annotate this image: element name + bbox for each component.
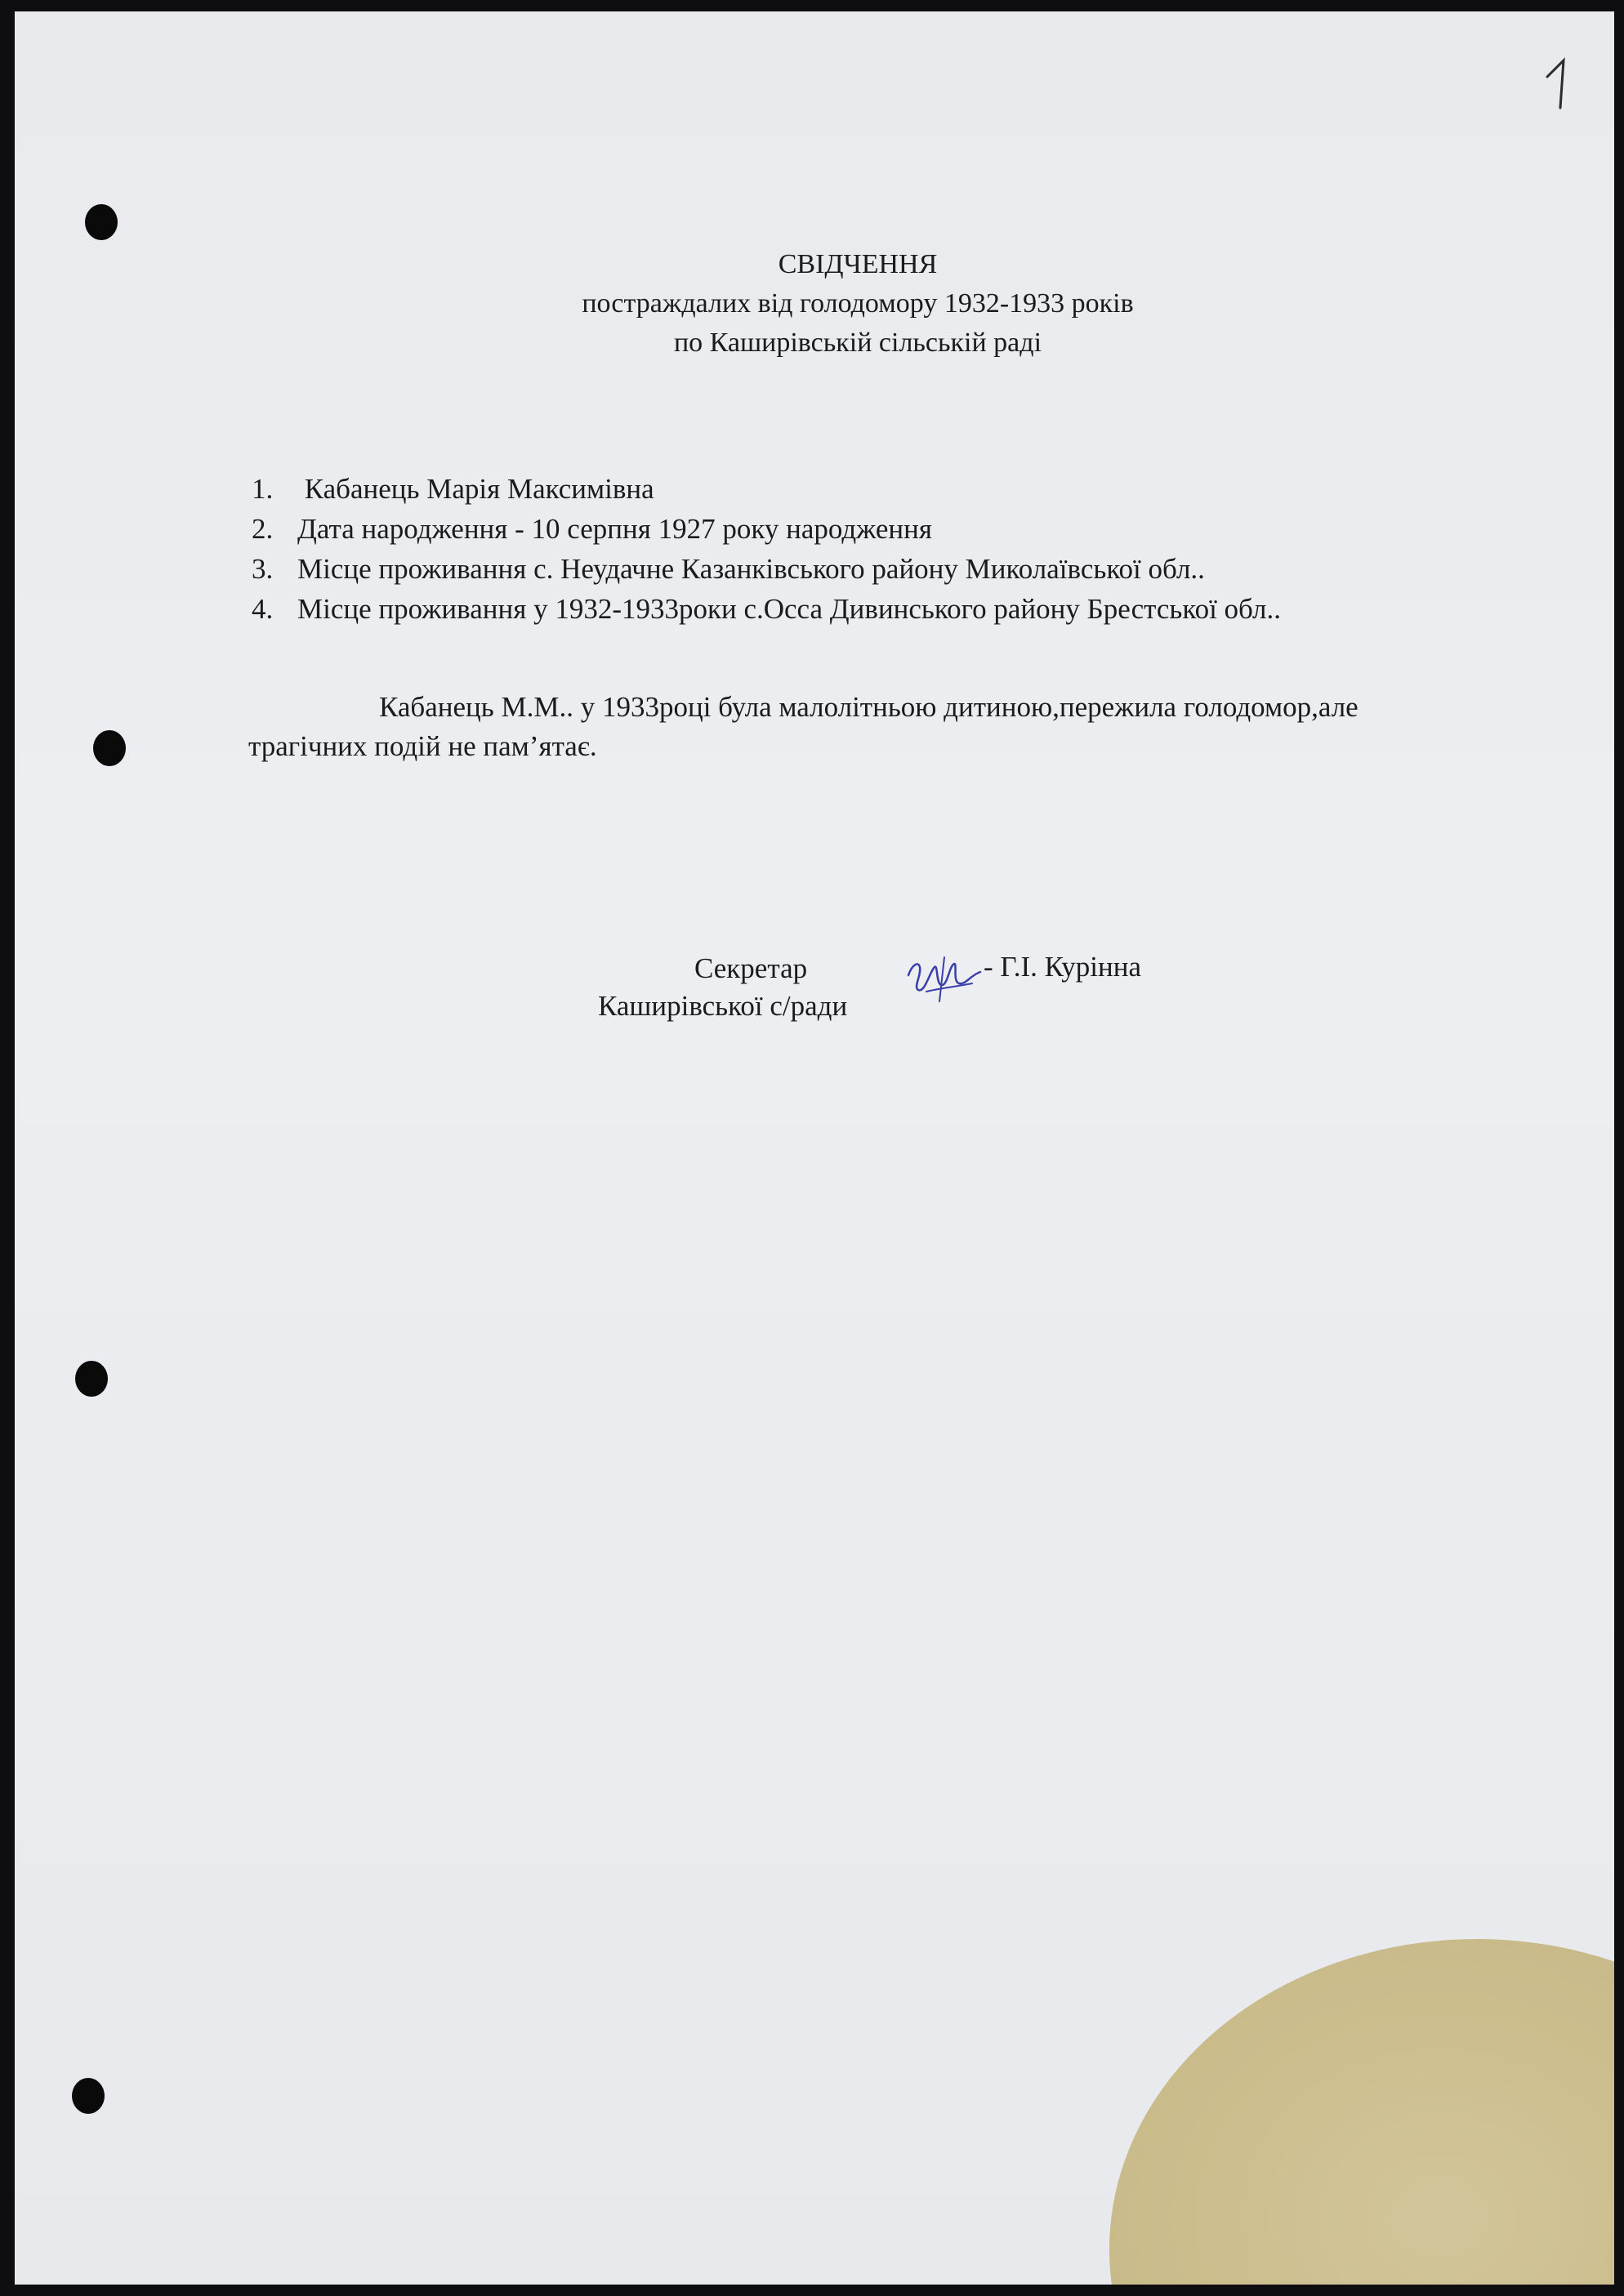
list-item [252,589,1281,629]
document-page [15,11,1614,2285]
document-title: СВІДЧЕННЯ [778,249,938,279]
list-item-text: Місце проживання с. Неудачне Казанківського району Миколаївської обл.. [297,553,1205,585]
punch-hole-1 [85,204,118,240]
signer-position-line-1: Секретар [694,952,808,984]
document-subtitle-2: по Каширівській сільській раді [673,328,1042,358]
list-item-number: 4. [252,593,274,625]
list-item-text: Дата народження - 10 серпня 1927 року народження [297,513,932,545]
list-item-text: Місце проживання у 1932-1933роки с.Осса Дивинського району Брестської обл.. [297,593,1281,625]
signer-position-line-2: Каширівської с/ради [598,990,848,1022]
list-item-number: 2. [252,513,274,545]
handwritten-signature [902,951,987,1010]
title-block [15,245,1614,363]
list-item [252,469,1281,509]
punch-hole-2 [93,730,126,766]
water-stain [1109,1939,1614,2285]
punch-hole-3 [75,1361,108,1397]
document-subtitle-1: постраждалих від голодомору 1932-1933 років [582,288,1134,319]
testimony-paragraph [248,688,1523,766]
list-item-number: 1. [252,473,274,505]
list-item [252,509,1281,549]
signer-name: - Г.І. Курінна [984,951,1142,983]
handwritten-page-number [1536,54,1585,119]
list-item-text: Кабанець Марія Максимівна [297,473,654,505]
details-list [252,469,1281,629]
punch-hole-4 [72,2078,105,2114]
paragraph-line-1: Кабанець М.М.. у 1933році була малолітньою дитиною,пережила голодомор,але [379,691,1359,723]
list-item-number: 3. [252,553,274,585]
list-item [252,549,1281,589]
paragraph-line-2: трагічних подій не пам’ятає. [248,730,597,762]
